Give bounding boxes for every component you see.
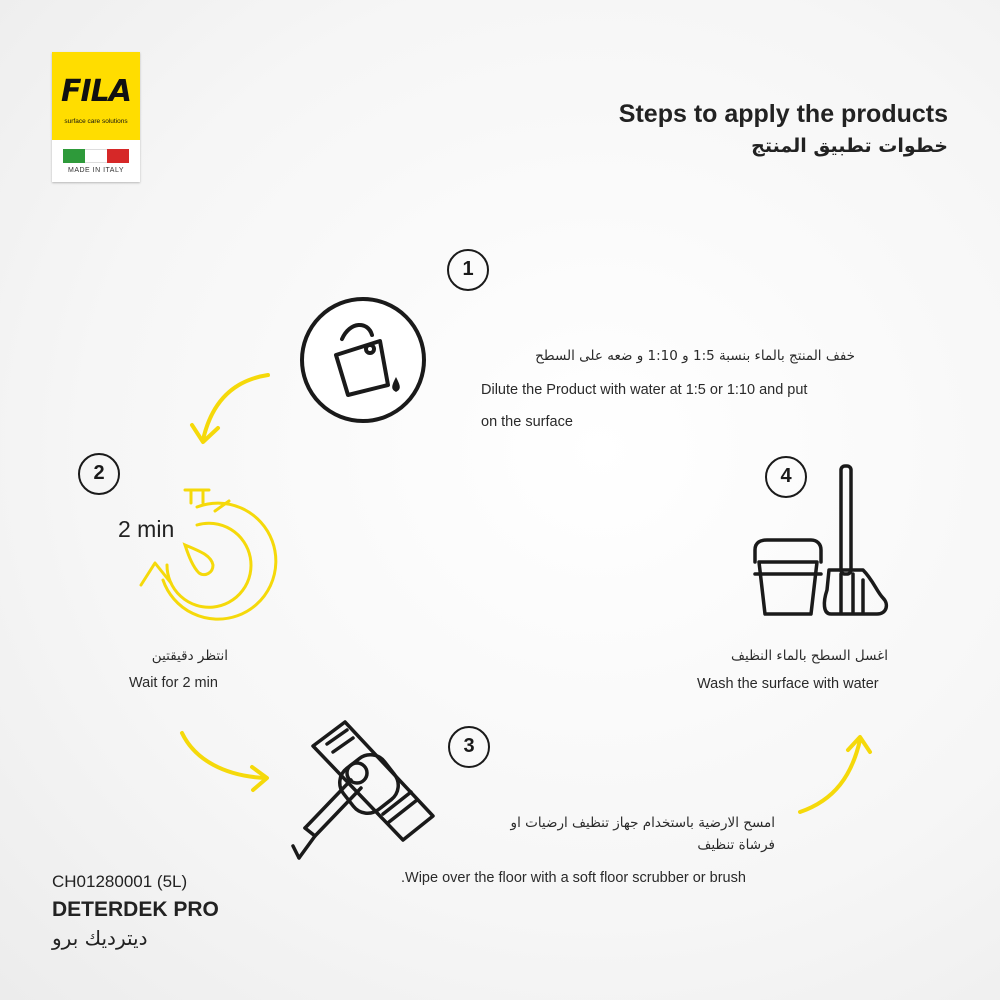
page-title: Steps to apply the products: [618, 100, 948, 128]
step-1-number: 1: [447, 249, 489, 291]
step-4-number: 4: [765, 456, 807, 498]
logo-brand: FILA: [61, 74, 131, 109]
product-name-arabic: ديترديك برو: [52, 926, 148, 950]
step-2-text-arabic: انتظر دقيقتين: [151, 648, 228, 664]
product-code: CH01280001 (5L): [52, 872, 188, 891]
step-2-number: 2: [78, 453, 120, 495]
step-3-text-arabic-line2: فرشاة تنظيف: [697, 837, 775, 853]
timer-label: 2 min: [118, 516, 175, 542]
timer-icon: [135, 485, 265, 620]
floor-scrubber-icon: [285, 718, 435, 868]
paint-bucket-icon: [298, 295, 428, 425]
mop-bucket-icon: [745, 462, 895, 622]
step-4-text-arabic: اغسل السطح بالماء النظيف: [731, 648, 888, 664]
product-name: DETERDEK PRO: [52, 898, 219, 921]
step-3-number: 3: [448, 726, 490, 768]
made-in-label: MADE IN ITALY: [67, 167, 125, 174]
arrow-3-to-4: [800, 740, 860, 812]
step-4-text: Wash the surface with water: [697, 676, 879, 692]
step-3-text: .Wipe over the floor with a soft floor scrubber or brush: [401, 870, 746, 886]
step-3-text-arabic-line1: امسح الارضية باستخدام جهاز تنظيف ارضيات او: [510, 815, 775, 831]
logo-tagline: surface care solutions: [64, 118, 128, 125]
step-1-text-line2: on the surface: [481, 414, 573, 430]
arrow-2-to-3: [182, 733, 265, 778]
step-2-text: Wait for 2 min: [129, 675, 218, 691]
page-title-arabic: خطوات تطبيق المنتج: [751, 135, 948, 157]
step-1-text-arabic: خفف المنتج بالماء بنسبة 1:5 و 1:10 و ضعه على السطح: [535, 348, 855, 364]
step-1-text-line1: Dilute the Product with water at 1:5 or 1:10 and put: [481, 382, 808, 398]
